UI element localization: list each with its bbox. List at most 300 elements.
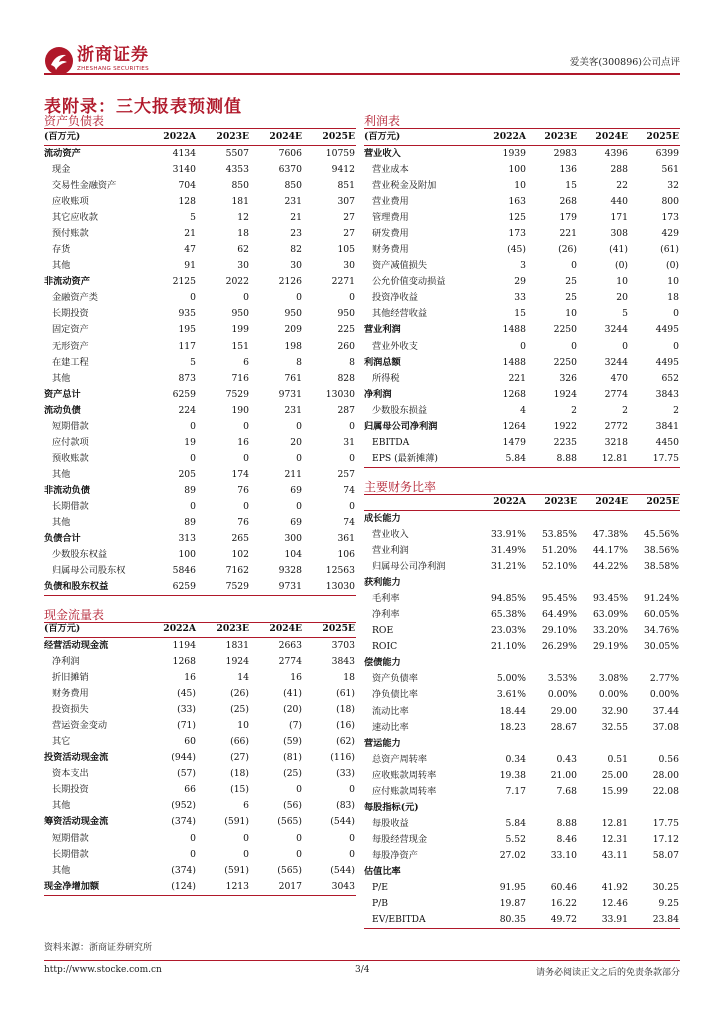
value-cell: 2126	[278, 276, 302, 288]
value-cell: 74	[343, 517, 355, 529]
value-cell: 3	[520, 260, 526, 272]
value-cell: 28.00	[652, 769, 679, 781]
value-cell: 2235	[553, 436, 577, 448]
row-label: 营业费用	[372, 196, 409, 208]
row-label: 其他	[52, 517, 71, 529]
value-cell: 1939	[502, 148, 526, 159]
value-cell: 0	[190, 848, 196, 860]
footer-divider	[44, 960, 680, 961]
value-cell: 20	[290, 436, 302, 448]
value-cell: 91.95	[499, 882, 526, 894]
value-cell: 0.00%	[598, 689, 628, 701]
value-cell: 22.08	[652, 785, 679, 797]
table-row	[44, 718, 356, 734]
balance-sheet-title: 资产负债表	[44, 114, 105, 128]
value-cell: 3244	[604, 324, 628, 336]
value-cell: 128	[178, 196, 196, 208]
value-cell: 0	[296, 848, 302, 860]
table-row	[364, 226, 680, 242]
value-cell: 1268	[172, 656, 196, 668]
value-cell: 3218	[604, 436, 628, 448]
row-label: 负债合计	[44, 533, 81, 545]
value-cell: 7.17	[505, 785, 526, 797]
value-cell: (565)	[277, 816, 302, 828]
value-cell: 179	[559, 212, 577, 224]
value-cell: 0.00%	[649, 689, 679, 701]
year-header: 2024E	[578, 494, 629, 511]
value-cell: (374)	[171, 816, 196, 828]
value-cell: 27.02	[499, 849, 526, 861]
row-label: 固定资产	[52, 324, 89, 336]
value-cell: 1268	[502, 388, 526, 400]
value-cell	[476, 575, 527, 591]
value-cell: 74	[343, 484, 355, 496]
table-row	[44, 435, 356, 451]
row-label: 总资产周转率	[372, 753, 428, 765]
row-label: 偿债能力	[364, 657, 401, 669]
value-cell: 41.92	[601, 882, 628, 894]
row-label: 应付账款周转率	[372, 785, 437, 797]
value-cell: 0	[673, 308, 679, 320]
value-cell: 0	[349, 501, 355, 512]
value-cell: 13030	[303, 579, 356, 596]
value-cell: 0	[190, 452, 196, 464]
row-label: 流动比率	[372, 705, 409, 717]
row-label: EPS (最新摊薄)	[364, 451, 476, 468]
value-cell: 2271	[331, 276, 355, 288]
row-label: 投资活动现金流	[44, 752, 109, 764]
table-row	[364, 322, 680, 338]
value-cell: (18)	[336, 704, 355, 716]
table-row	[44, 306, 356, 322]
value-cell: 7606	[278, 148, 302, 159]
value-cell: 0	[296, 832, 302, 844]
value-cell: 198	[284, 340, 302, 352]
value-cell: (7)	[288, 720, 302, 732]
table-row	[44, 847, 356, 863]
value-cell: 91	[184, 260, 196, 272]
year-header: 2024E	[250, 129, 303, 146]
value-cell: 80.35	[476, 912, 527, 929]
value-cell: 17.12	[652, 833, 679, 845]
row-label: 非流动资产	[44, 276, 90, 288]
value-cell: 45.56%	[643, 529, 679, 541]
value-cell: 2.77%	[649, 673, 679, 685]
value-cell: 1479	[502, 436, 526, 448]
year-header: 2025E	[629, 494, 680, 511]
table-row	[44, 210, 356, 226]
row-label: 应收账项	[52, 196, 89, 208]
value-cell: 12.31	[601, 833, 628, 845]
table-row	[44, 579, 356, 596]
value-cell: 2250	[553, 324, 577, 336]
value-cell: 31.49%	[490, 545, 526, 557]
row-label: 在建工程	[52, 356, 89, 368]
value-cell: 429	[661, 228, 679, 240]
value-cell: 800	[661, 196, 679, 208]
value-cell: 1194	[172, 640, 196, 651]
table-row	[364, 435, 680, 451]
value-cell: 3843	[655, 388, 679, 400]
value-cell: (15)	[230, 784, 249, 796]
table-header-row	[44, 621, 356, 638]
table-row	[364, 146, 680, 163]
value-cell: 2774	[604, 388, 628, 400]
table-row	[364, 419, 680, 435]
table-row	[364, 403, 680, 419]
table-row	[364, 816, 680, 832]
value-cell: 3244	[604, 356, 628, 368]
value-cell: 950	[284, 308, 302, 320]
value-cell: 33.20%	[592, 625, 628, 637]
value-cell: 21.00	[550, 769, 577, 781]
row-label: 营业成本	[372, 164, 409, 176]
value-cell: (0)	[665, 260, 679, 272]
row-label: 财务费用	[372, 244, 409, 256]
value-cell: 9.25	[658, 898, 679, 910]
value-cell: 0	[190, 420, 196, 432]
value-cell	[527, 736, 578, 752]
value-cell: 0	[349, 452, 355, 464]
row-label: 长期投资	[52, 784, 89, 796]
value-cell: 7529	[225, 388, 249, 400]
value-cell: 104	[284, 549, 302, 561]
value-cell: 23.03%	[490, 625, 526, 637]
row-label: 筹资活动现金流	[44, 816, 109, 828]
year-header: 2022A	[476, 494, 527, 511]
value-cell	[476, 800, 527, 816]
value-cell: 6	[243, 800, 249, 812]
value-cell: 0	[349, 292, 355, 304]
row-label: 其他	[52, 372, 71, 384]
value-cell	[629, 575, 680, 591]
row-label: 利润总额	[364, 356, 401, 368]
value-cell: 117	[178, 340, 196, 352]
row-label: 存货	[52, 244, 71, 256]
value-cell: 828	[337, 372, 355, 384]
value-cell	[629, 736, 680, 752]
value-cell: 66	[184, 784, 196, 796]
value-cell: 5	[190, 212, 196, 224]
value-cell: 38.58%	[643, 561, 679, 573]
value-cell: 652	[661, 372, 679, 384]
value-cell: (83)	[336, 800, 355, 812]
value-cell: 47.38%	[592, 529, 628, 541]
row-label: 营业利润	[372, 545, 409, 557]
value-cell: 25	[565, 292, 577, 304]
row-label: 负债和股东权益	[44, 579, 144, 596]
row-label: 净利润	[364, 388, 392, 400]
value-cell: 950	[231, 308, 249, 320]
income-statement-table	[364, 129, 680, 468]
row-label: 归属母公司净利润	[364, 420, 438, 432]
row-label: 公允价值变动损益	[372, 276, 446, 288]
value-cell: 125	[508, 212, 526, 224]
table-row	[44, 467, 356, 483]
value-cell: 0	[190, 292, 196, 304]
value-cell: 0	[520, 340, 526, 352]
value-cell: 136	[559, 164, 577, 176]
value-cell: 8.46	[556, 833, 577, 845]
value-cell: 34.76%	[643, 625, 679, 637]
value-cell: 4396	[604, 148, 628, 159]
value-cell: 265	[231, 533, 249, 545]
value-cell: 761	[284, 372, 302, 384]
value-cell: 30.25	[652, 882, 679, 894]
value-cell: 0	[349, 848, 355, 860]
value-cell: 231	[284, 404, 302, 416]
table-row	[44, 178, 356, 194]
value-cell: 5846	[172, 565, 196, 577]
value-cell: 2	[622, 404, 628, 416]
value-cell: 25.00	[601, 769, 628, 781]
value-cell: 60.05%	[643, 609, 679, 621]
value-cell: 4353	[225, 164, 249, 176]
value-cell: 18	[667, 292, 679, 304]
row-label: 每股净资产	[372, 849, 418, 861]
value-cell: 0	[296, 784, 302, 796]
row-label: 经营活动现金流	[44, 640, 109, 651]
value-cell: 1213	[197, 879, 250, 896]
value-cell: 13030	[325, 388, 355, 400]
row-label: 净利润	[52, 656, 80, 668]
value-cell: 25	[565, 276, 577, 288]
row-label: 现金	[52, 164, 71, 176]
table-row	[44, 515, 356, 531]
financial-ratios-table	[364, 494, 680, 929]
value-cell: 15	[565, 180, 577, 192]
value-cell: 51.20%	[541, 545, 577, 557]
value-cell: 4134	[172, 148, 196, 159]
table-row	[44, 686, 356, 702]
value-cell: (57)	[177, 768, 196, 780]
value-cell: 10	[565, 308, 577, 320]
value-cell: 268	[559, 196, 577, 208]
unit-header: (百万元)	[44, 621, 144, 638]
value-cell: 7529	[197, 579, 250, 596]
value-cell: 31.21%	[490, 561, 526, 573]
table-row	[44, 547, 356, 563]
cash-flow-title: 现金流量表	[44, 608, 105, 622]
value-cell: 190	[231, 404, 249, 416]
table-row	[44, 670, 356, 686]
row-label: 少数股东损益	[372, 404, 428, 416]
value-cell: (62)	[336, 736, 355, 748]
value-cell: 38.56%	[643, 545, 679, 557]
value-cell: 32	[667, 180, 679, 192]
value-cell	[527, 655, 578, 671]
income-statement-title: 利润表	[364, 114, 401, 128]
value-cell: 850	[284, 180, 302, 192]
value-cell: 6399	[655, 148, 679, 159]
table-row	[44, 322, 356, 338]
value-cell: 76	[237, 517, 249, 529]
table-row	[364, 784, 680, 800]
value-cell: 8.88	[527, 451, 578, 468]
row-label: P/B	[372, 898, 389, 910]
value-cell: (374)	[171, 864, 196, 876]
row-label: 营运能力	[364, 737, 401, 749]
value-cell: 224	[178, 404, 196, 416]
table-row	[364, 912, 680, 929]
unit-header: (百万元)	[44, 129, 144, 146]
row-label: 资产总计	[44, 388, 81, 400]
page-header	[44, 40, 680, 80]
value-cell: (944)	[171, 752, 196, 764]
value-cell: 94.85%	[490, 593, 526, 605]
row-label: 营业收入	[364, 148, 401, 159]
value-cell: 308	[610, 228, 628, 240]
row-label: 所得税	[372, 372, 400, 384]
value-cell: 44.22%	[592, 561, 628, 573]
value-cell: 10	[667, 276, 679, 288]
row-label: 归属母公司净利润	[372, 561, 446, 573]
row-label: 金融资产类	[52, 292, 98, 304]
table-row	[44, 194, 356, 210]
company-logo	[44, 46, 149, 76]
value-cell: 5.84	[476, 451, 527, 468]
row-label: 其他	[52, 260, 71, 272]
value-cell: 0	[571, 340, 577, 352]
value-cell: 3.08%	[598, 673, 628, 685]
row-label: 应收账款周转率	[372, 769, 437, 781]
value-cell: 93.45%	[592, 593, 628, 605]
value-cell: 287	[337, 404, 355, 416]
value-cell: 5.52	[505, 833, 526, 845]
row-label: 每股经营现金	[372, 833, 428, 845]
row-label: 预付账款	[52, 228, 89, 240]
value-cell: 0	[243, 452, 249, 464]
row-label: 估值比率	[364, 866, 401, 877]
value-cell: 6370	[278, 164, 302, 176]
table-row	[44, 226, 356, 242]
value-cell: (27)	[230, 752, 249, 764]
table-row	[44, 162, 356, 178]
value-cell: 851	[337, 180, 355, 192]
value-cell: 173	[661, 212, 679, 224]
value-cell: 9412	[331, 164, 355, 176]
table-row	[364, 575, 680, 591]
value-cell: 60	[184, 736, 196, 748]
value-cell	[476, 736, 527, 752]
value-cell: 0	[243, 420, 249, 432]
value-cell: 47	[184, 244, 196, 256]
row-label: 每股收益	[372, 817, 409, 829]
value-cell: 205	[178, 468, 196, 480]
value-cell: (25)	[230, 704, 249, 716]
value-cell: (0)	[614, 260, 628, 272]
value-cell: 17.75	[652, 817, 679, 829]
value-cell: 100	[508, 164, 526, 176]
value-cell: 0	[296, 292, 302, 304]
value-cell: 20	[616, 292, 628, 304]
row-label: 交易性金融资产	[52, 180, 117, 192]
value-cell: 1264	[502, 420, 526, 432]
value-cell: (26)	[230, 688, 249, 700]
logo-chinese-name: 浙商证券	[77, 45, 149, 65]
value-cell: 7.68	[556, 785, 577, 797]
value-cell: 2772	[604, 420, 628, 432]
value-cell: 5	[622, 308, 628, 320]
value-cell: 10759	[325, 148, 355, 159]
table-row	[44, 290, 356, 306]
value-cell: 4495	[655, 356, 679, 368]
value-cell: 16	[237, 436, 249, 448]
table-row	[364, 527, 680, 543]
value-cell: (952)	[171, 800, 196, 812]
value-cell: 300	[284, 533, 302, 545]
value-cell: 0	[190, 501, 196, 512]
row-label: 其它应收款	[52, 212, 98, 224]
value-cell: 69	[290, 484, 302, 496]
row-label: 流动负债	[44, 404, 81, 416]
value-cell: 37.08	[652, 721, 679, 733]
table-row	[364, 511, 680, 528]
value-cell: 2663	[278, 640, 302, 651]
table-row	[44, 798, 356, 814]
value-cell: 1488	[502, 356, 526, 368]
row-label: 其他	[52, 800, 71, 812]
value-cell: 4	[520, 404, 526, 416]
table-row	[364, 800, 680, 816]
value-cell: 1924	[553, 388, 577, 400]
year-header: 2025E	[303, 621, 356, 638]
value-cell	[578, 511, 629, 528]
value-cell: 64.49%	[541, 609, 577, 621]
value-cell: 18	[343, 672, 355, 684]
value-cell: 95.45%	[541, 593, 577, 605]
value-cell: 18.23	[499, 721, 526, 733]
table-row	[44, 734, 356, 750]
value-cell	[629, 511, 680, 528]
table-row	[44, 863, 356, 879]
row-label: 预收账款	[52, 452, 89, 464]
value-cell: 58.07	[652, 849, 679, 861]
table-row	[44, 499, 356, 515]
value-cell: 1924	[225, 656, 249, 668]
table-row	[364, 752, 680, 768]
year-header: 2024E	[578, 129, 629, 146]
footer-website-link[interactable]: http://www.stocke.com.cn	[44, 965, 162, 975]
row-label: 其他经营收益	[372, 308, 428, 320]
value-cell: 199	[231, 324, 249, 336]
table-row	[364, 543, 680, 559]
value-cell: 32.55	[601, 721, 628, 733]
value-cell: 6259	[144, 579, 197, 596]
table-row	[44, 419, 356, 435]
year-header: 2023E	[197, 129, 250, 146]
ratios-title: 主要财务比率	[364, 480, 437, 494]
value-cell: 17.75	[629, 451, 680, 468]
table-row	[364, 290, 680, 306]
value-cell: (41)	[283, 688, 302, 700]
table-row	[364, 559, 680, 575]
value-cell: 0	[243, 848, 249, 860]
value-cell	[476, 511, 527, 528]
value-cell: 2774	[278, 656, 302, 668]
table-row	[364, 832, 680, 848]
value-cell: (591)	[224, 864, 249, 876]
table-row	[44, 831, 356, 847]
value-cell: 231	[284, 196, 302, 208]
value-cell: 7162	[225, 565, 249, 577]
value-cell: 29.19%	[592, 641, 628, 653]
table-row	[44, 451, 356, 467]
cash-flow-table	[44, 621, 356, 896]
value-cell	[578, 736, 629, 752]
value-cell: 716	[231, 372, 249, 384]
value-cell: 14	[237, 672, 249, 684]
